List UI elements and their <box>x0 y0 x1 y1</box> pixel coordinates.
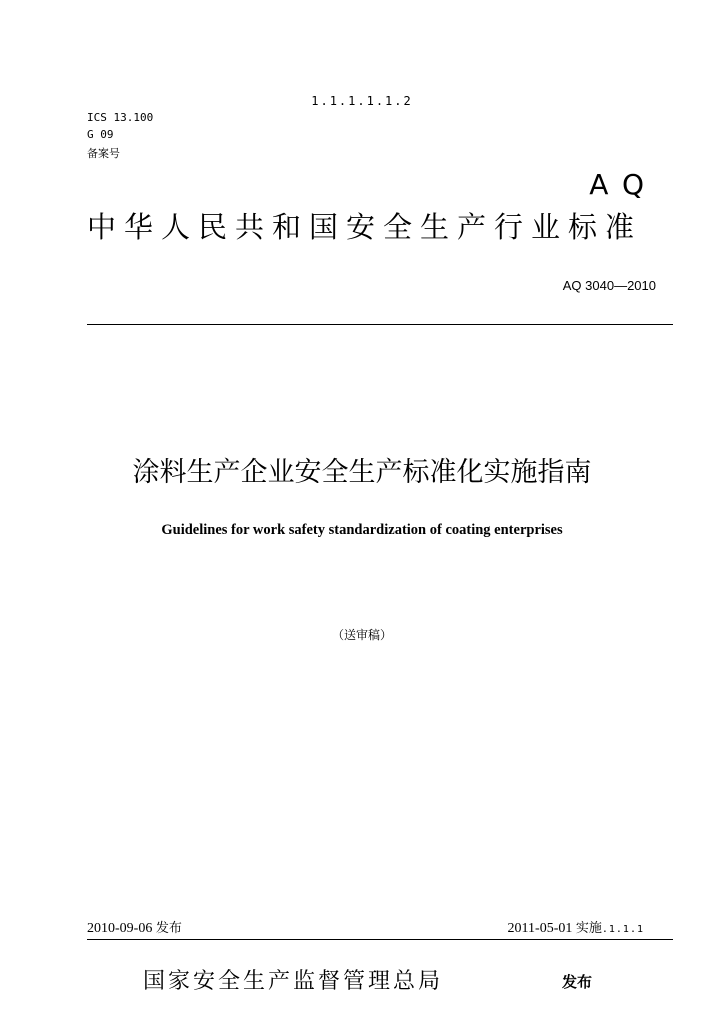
standard-mark: AQ <box>589 168 658 201</box>
publish-label: 发布 <box>562 973 593 991</box>
standard-category-title: 中华人民共和国安全生产行业标准 <box>87 210 643 244</box>
ics-code: ICS 13.100 <box>87 111 154 124</box>
issue-date-value: 2010-09-06 <box>87 921 153 936</box>
record-number-label: 备案号 <box>87 147 120 160</box>
implementation-label: 实施 <box>575 921 602 936</box>
implementation-date <box>508 917 644 937</box>
issue-label: 发布 <box>155 921 182 936</box>
heading-numbering: 1.1.1.1.1.2 <box>311 94 413 108</box>
standard-number: AQ 3040—2010 <box>562 278 656 293</box>
top-divider <box>87 324 673 325</box>
publisher-name: 国家安全生产监督管理总局 <box>143 969 444 994</box>
implementation-suffix: .1.1.1 <box>601 924 644 935</box>
bottom-divider <box>87 939 673 940</box>
classification-code: G 09 <box>87 128 114 141</box>
issue-date <box>87 917 182 937</box>
draft-status: （送审稿） <box>331 628 392 642</box>
document-english-title: Guidelines for work safety standardization of coating enterprises <box>161 522 563 538</box>
document-title: 涂料生产企业安全生产标准化实施指南 <box>132 457 592 488</box>
implementation-date-value: 2011-05-01 <box>507 921 573 936</box>
